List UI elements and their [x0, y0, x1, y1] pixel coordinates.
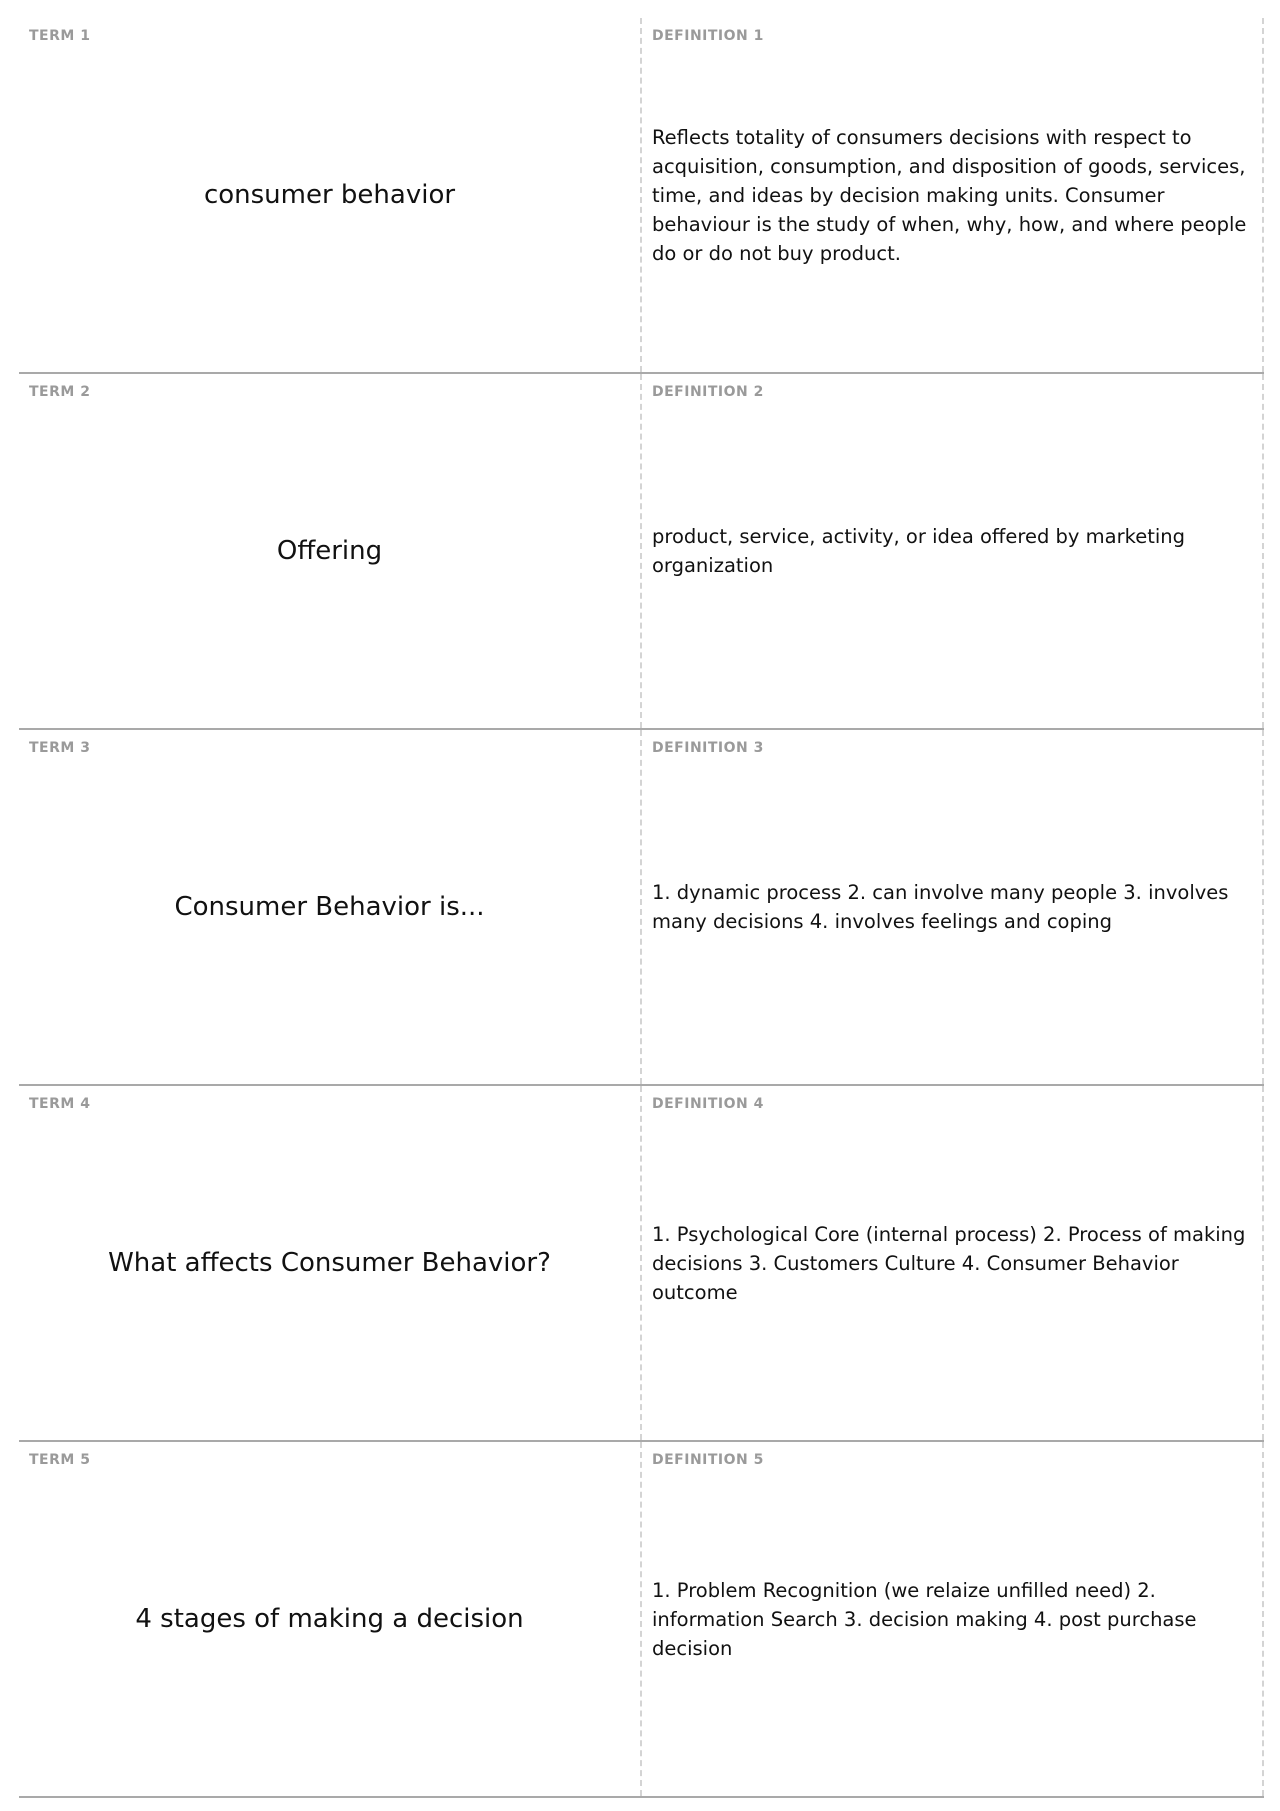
flashcard-row-4 — [19, 1086, 1264, 1442]
term-label: TERM 1 — [29, 28, 91, 44]
definition-value: 1. dynamic process 2. can involve many people 3. involves many decisions 4. involves feelings and coping — [652, 881, 1229, 933]
flashcard-row-5 — [19, 1442, 1264, 1798]
term-label: TERM 4 — [29, 1096, 91, 1112]
definition-value: 1. Problem Recognition (we relaize unfilled need) 2. information Search 3. decision making 4. post purchase decision — [652, 1578, 1197, 1660]
term-cell — [19, 18, 642, 372]
definition-text — [652, 18, 1248, 372]
term-cell — [19, 374, 642, 728]
definition-text — [652, 730, 1248, 1084]
definition-text — [652, 374, 1248, 728]
flashcard-row-2 — [19, 374, 1264, 730]
definition-value: product, service, activity, or idea offered by marketing organization — [652, 525, 1186, 577]
definition-text — [652, 1086, 1248, 1440]
definition-cell — [642, 18, 1264, 372]
definition-value: Reflects totality of consumers decisions with respect to acquisition, consumption, and disposition of goods, services, time, and ideas by decision making units. Consumer behaviour is the study of when, why, how, and where people do or do not buy product. — [652, 125, 1247, 265]
term-cell — [19, 730, 642, 1084]
term-value: 4 stages of making a decision — [135, 1604, 524, 1634]
term-value: consumer behavior — [203, 180, 456, 210]
flashcard-row-3 — [19, 730, 1264, 1086]
definition-cell — [642, 730, 1264, 1084]
term-value: What affects Consumer Behavior? — [108, 1248, 551, 1278]
term-text — [19, 18, 640, 372]
term-text — [19, 1442, 640, 1796]
term-label: TERM 3 — [29, 740, 91, 756]
term-cell — [19, 1442, 642, 1796]
flashcard-sheet — [19, 18, 1264, 1798]
term-label: TERM 2 — [29, 384, 91, 400]
definition-label: DEFINITION 4 — [652, 1096, 764, 1112]
definition-value: 1. Psychological Core (internal process) 2. Process of making decisions 3. Customers Culture 4. Consumer Behavior outcome — [652, 1222, 1246, 1304]
term-value: Offering — [276, 536, 383, 566]
definition-cell — [642, 1442, 1264, 1796]
term-value: Consumer Behavior is... — [174, 892, 485, 922]
term-text — [19, 730, 640, 1084]
term-text — [19, 1086, 640, 1440]
definition-cell — [642, 374, 1264, 728]
flashcard-row-1 — [19, 18, 1264, 374]
definition-label: DEFINITION 2 — [652, 384, 764, 400]
term-cell — [19, 1086, 642, 1440]
term-text — [19, 374, 640, 728]
term-label: TERM 5 — [29, 1452, 91, 1468]
definition-label: DEFINITION 5 — [652, 1452, 764, 1468]
definition-label: DEFINITION 1 — [652, 28, 764, 44]
definition-text — [652, 1442, 1248, 1796]
definition-label: DEFINITION 3 — [652, 740, 764, 756]
definition-cell — [642, 1086, 1264, 1440]
